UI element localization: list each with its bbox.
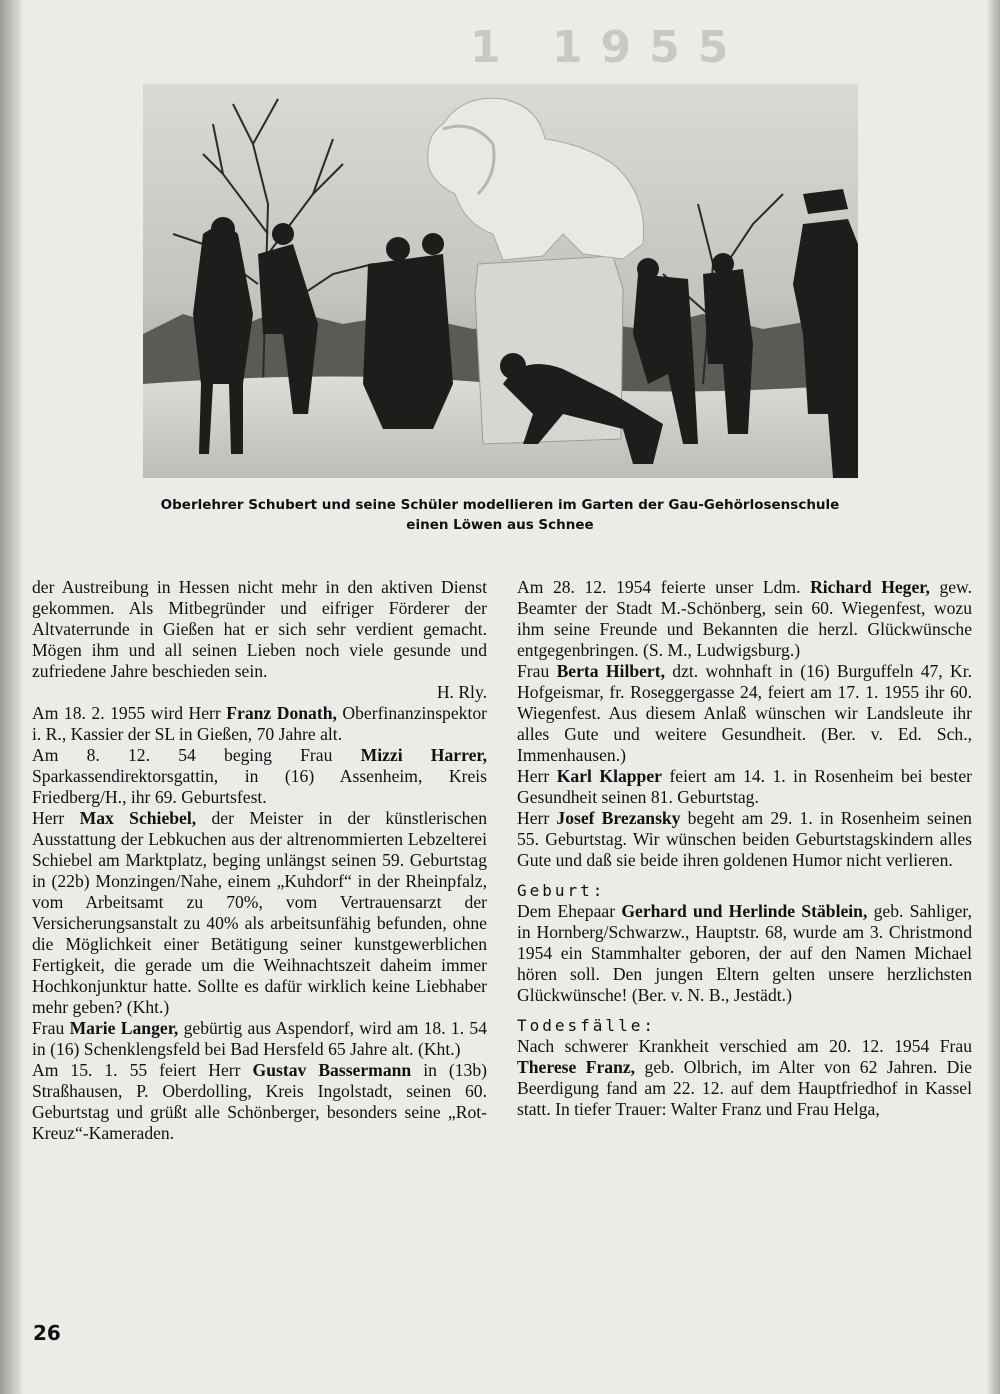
- paragraph: Dem Ehepaar Gerhard und Herlinde Stäblein, geb. Sahliger, in Hornberg/Schwarzw., Hauptstr. 68, wurde am 3. Christmond 1954 ein Stammhalter geboren, der auf den Namen Michael hören soll. Den jungen Eltern gelten unsere herzlichsten Glückwünsche! (Ber. v. N. B., Jestädt.): [517, 901, 972, 1005]
- person-name: Therese Franz,: [517, 1057, 636, 1077]
- page-edge-shadow: [986, 0, 1000, 1394]
- paragraph: Frau Marie Langer, gebürtig aus Aspendorf, wird am 18. 1. 54 in (16) Schenklengsfeld bei Bad Hersfeld 65 Jahre alt. (Kht.): [32, 1018, 487, 1059]
- person-name: Richard Heger,: [810, 577, 930, 597]
- paragraph: der Austreibung in Hessen nicht mehr in den aktiven Dienst gekommen. Als Mitbegründer und eifriger Förderer der Altvaterrunde in Gießen hat er sich sehr verdient gemacht. Mögen ihm und all seinen Lieben noch viele gesunde und zufriedene Jahre beschieden sein.: [32, 577, 487, 681]
- paragraph: Am 18. 2. 1955 wird Herr Franz Donath, Oberfinanzinspektor i. R., Kassier der SL in Gießen, 70 Jahre alt.: [32, 703, 488, 744]
- paragraph: Am 8. 12. 54 beging Frau Mizzi Harrer, Sparkassendirektorsgattin, in (16) Assenheim, Kreis Friedberg/H., ihr 69. Geburtsfest.: [32, 745, 487, 807]
- person-name: Karl Klapper: [556, 766, 662, 786]
- paragraph: Nach schwerer Krankheit verschied am 20. 12. 1954 Frau Therese Franz, geb. Olbrich, im Alter von 62 Jahren. Die Beerdigung fand am 22. 12. auf dem Hauptfriedhof in Kassel statt. In tiefer Trauer: Walter Franz und Frau Helga,: [517, 1036, 972, 1119]
- right-column: [517, 577, 972, 1120]
- person-name: Gustav Bassermann: [252, 1060, 412, 1080]
- person-name: Mizzi Harrer,: [360, 745, 487, 765]
- faded-stamp: 1 1955: [470, 22, 747, 73]
- paragraph: Am 28. 12. 1954 feierte unser Ldm. Richard Heger, gew. Beamter der Stadt M.-Schönberg, sein 60. Wiegenfest, wozu ihm seine Freunde und Bekannten die herzl. Glückwünsche entgegenbringen. (S. M., Ludwigsburg.): [517, 577, 973, 660]
- person-name: Marie Langer,: [69, 1018, 179, 1038]
- paragraph: Herr Karl Klapper feiert am 14. 1. in Rosenheim bei bester Gesundheit seinen 81. Geburtstag.: [517, 766, 972, 807]
- photo-caption: [100, 495, 900, 535]
- paragraph: Am 15. 1. 55 feiert Herr Gustav Bassermann in (13b) Straßhausen, P. Oberdolling, Kreis Ingolstadt, seinen 60. Geburtstag und grüßt alle Schönberger, besonders seine „Rot-Kreuz“-Kameraden.: [32, 1060, 487, 1143]
- signature: H. Rly.: [436, 682, 487, 702]
- section-heading-deaths: Todesfälle:: [517, 1016, 656, 1035]
- left-column: [32, 577, 487, 1144]
- person-name: Gerhard und Herlinde Stäblein,: [621, 901, 868, 921]
- person-name: Max Schiebel,: [79, 808, 197, 828]
- person-name: Berta Hilbert,: [556, 661, 665, 681]
- paragraph: Herr Josef Brezansky begeht am 29. 1. in Rosenheim seinen 55. Geburtstag. Wir wünschen beiden Geburtstagskindern alles Gute und daß sie beide ihren goldenen Humor nicht verlieren.: [517, 808, 972, 870]
- paragraph: Frau Berta Hilbert, dzt. wohnhaft in (16) Burguffeln 47, Kr. Hofgeismar, fr. Roseggergasse 24, feiert am 17. 1. 1955 ihr 60. Wiegenfest. Aus diesem Anlaß wünschen wir Landsleute ihr alles Gute und weitere Gesundheit. (Ber. v. Ed. Sch., Immenhausen.): [517, 661, 973, 765]
- page-gutter-shadow: [0, 0, 22, 1394]
- snow-lion-photo: [143, 84, 858, 478]
- page-number: 26: [33, 1321, 61, 1345]
- person-name: Josef Brezansky: [556, 808, 681, 828]
- section-heading-birth: Geburt:: [517, 881, 606, 900]
- caption-line-2: einen Löwen aus Schnee: [406, 517, 594, 533]
- paragraph: Herr Max Schiebel, der Meister in der künstlerischen Ausstattung der Lebkuchen aus der altrenommierten Lebzelterei Schiebel am Marktplatz, beging unlängst seinen 59. Geburtstag in (22b) Monzingen/Nahe, einem „Kuhdorf“ in der Rheinpfalz, vom Arbeitsamt zu 70%, vom Vertrauensarzt der Versicherungsanstalt zu 40% als arbeitsunfähig befunden, ohne die Möglichkeit einer Betätigung seiner kunstgewerblichen Fertigkeit, die gerade um die Weihnachtszeit daheim immer Hochkonjunktur hatte. Sollte es dafür wirklich keine Liebhaber mehr geben? (Kht.): [32, 808, 487, 1017]
- person-name: Franz Donath,: [226, 703, 337, 723]
- caption-line-1: Oberlehrer Schubert und seine Schüler modellieren im Garten der Gau-Gehörlosenschule: [160, 497, 840, 513]
